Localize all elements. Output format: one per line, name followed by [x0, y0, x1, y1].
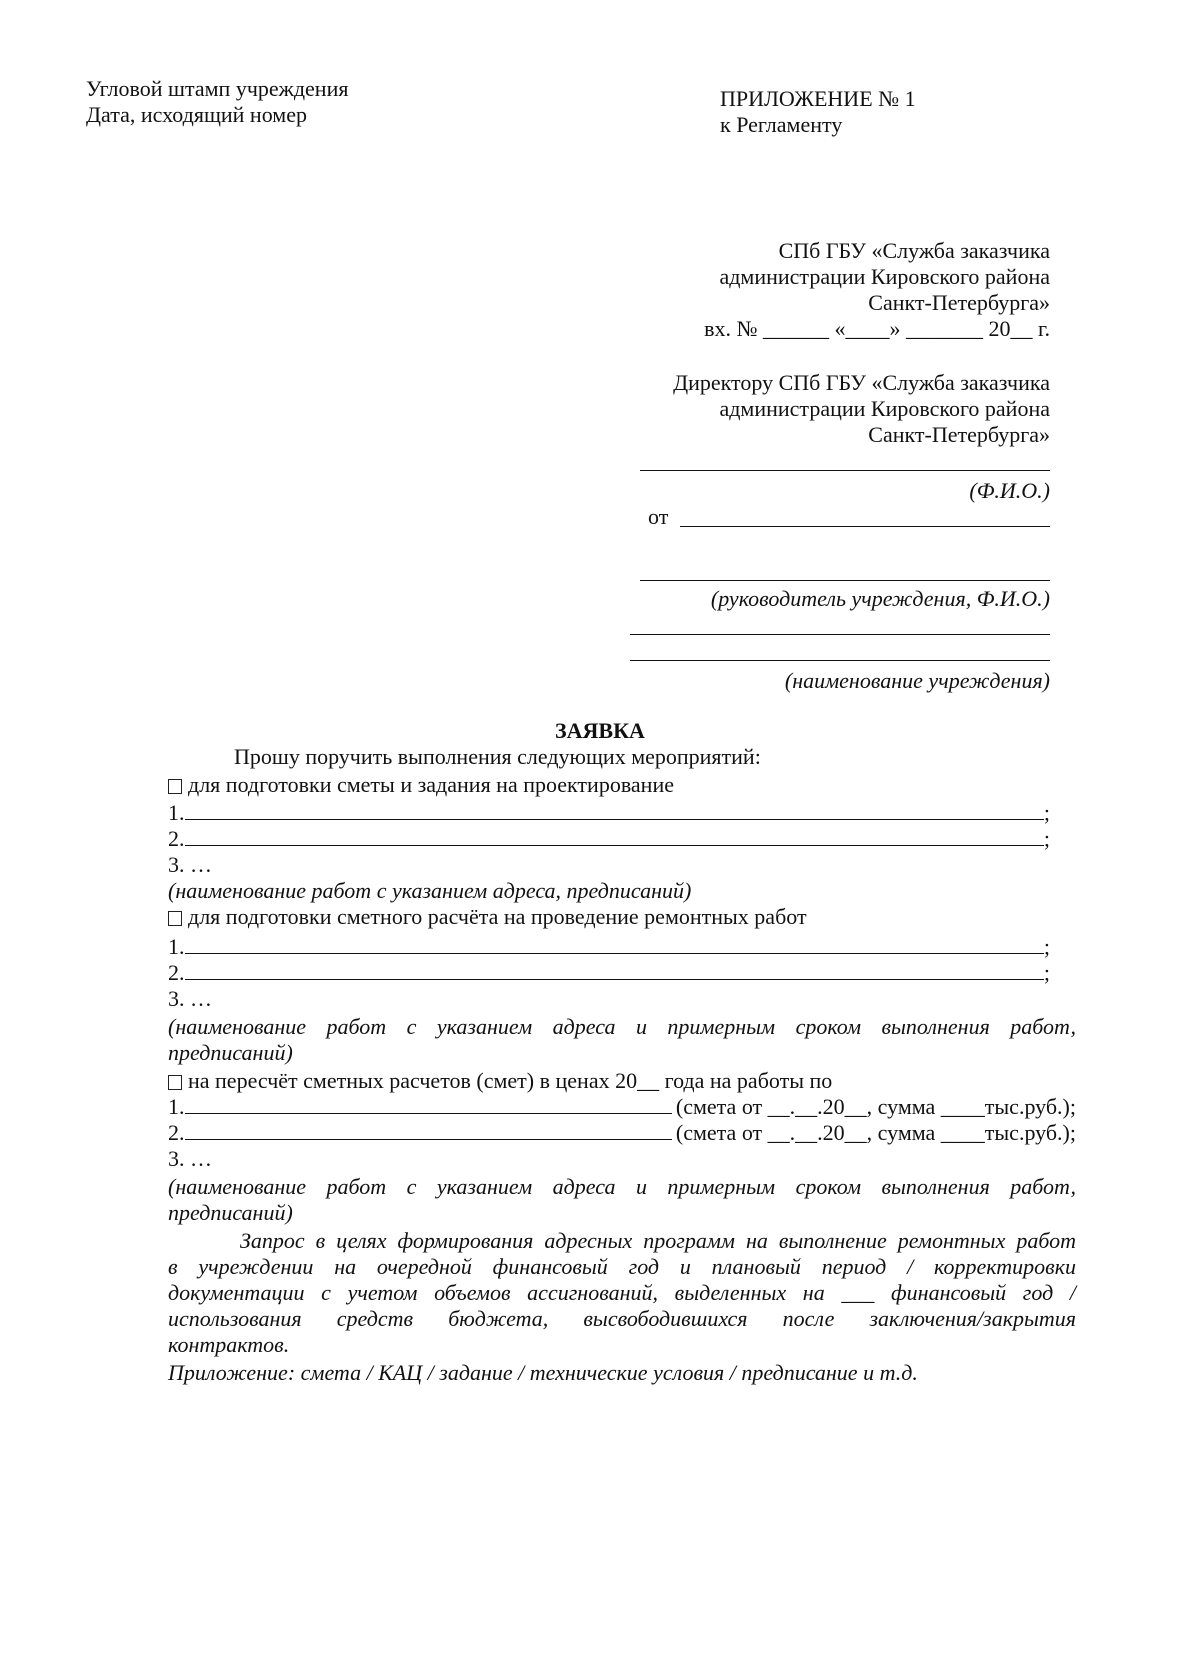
section-3-heading	[168, 1068, 832, 1094]
section-3-item-2	[168, 1120, 1076, 1146]
director-name-underline	[640, 470, 1050, 471]
head-name-underline	[640, 580, 1050, 581]
section-2-item-1	[168, 934, 1050, 960]
section-2-heading-text: для подготовки сметного расчёта на проведение ремонтных работ	[188, 904, 807, 929]
section-2-item-3: 3. …	[168, 986, 212, 1011]
section-2-caption-line-1: (наименование работ с указанием адреса и примерным сроком выполнения работ,	[168, 1014, 1076, 1039]
section-1-heading-text: для подготовки сметы и задания на проектирование	[188, 772, 674, 797]
estimate-details: (смета от __.__.20__, сумма ____тыс.руб.);	[675, 1094, 1076, 1119]
item-number: 1.	[168, 934, 185, 959]
checkbox[interactable]	[168, 911, 182, 926]
item-end: ;	[1043, 826, 1050, 851]
addressee-line-1: Директору СПб ГБУ «Служба заказчика	[673, 370, 1050, 395]
request-title: ЗАЯВКА	[555, 718, 645, 743]
request-intro: Прошу поручить выполнения следующих мероприятий:	[234, 744, 761, 769]
section-1-item-1	[168, 800, 1050, 826]
org-caption: (наименование учреждения)	[784, 668, 1050, 693]
item-number: 1.	[168, 1094, 185, 1119]
section-2-item-2	[168, 960, 1050, 986]
addressee-line-2: администрации Кировского района	[719, 396, 1050, 421]
item-number: 2.	[168, 960, 185, 985]
section-1-item-2	[168, 826, 1050, 852]
estimate-details: (смета от __.__.20__, сумма ____тыс.руб.);	[675, 1120, 1076, 1145]
checkbox[interactable]	[168, 1075, 182, 1090]
item-number: 1.	[168, 800, 185, 825]
purpose-line-2: в учреждении на очередной финансовый год и плановый период / корректировки	[168, 1254, 1076, 1279]
head-caption: (руководитель учреждения, Ф.И.О.)	[710, 586, 1050, 611]
item-end: ;	[1043, 800, 1050, 825]
fill-line	[185, 1113, 672, 1114]
recipient-line-2: администрации Кировского района	[719, 264, 1050, 289]
section-3-item-3: 3. …	[168, 1146, 212, 1171]
fill-line	[185, 979, 1044, 980]
checkbox[interactable]	[168, 779, 182, 794]
section-1-heading	[168, 772, 674, 798]
from-label: от	[648, 504, 669, 529]
item-number: 2.	[168, 1120, 185, 1145]
fill-line	[185, 845, 1044, 846]
from-underline	[680, 526, 1050, 527]
corner-stamp-label: Угловой штамп учреждения	[86, 76, 349, 101]
org-name-underline-1	[630, 634, 1050, 635]
section-1-caption: (наименование работ с указанием адреса, предписаний)	[168, 878, 692, 903]
fill-line	[185, 953, 1044, 954]
appendix-subtitle: к Регламенту	[720, 112, 843, 137]
item-end: ;	[1043, 934, 1050, 959]
incoming-number-line: вх. № ______ «____» _______ 20__ г.	[704, 316, 1050, 341]
section-2-heading	[168, 904, 807, 930]
section-3-item-1	[168, 1094, 1076, 1120]
purpose-line-4: использования средств бюджета, высвободившихся после заключения/закрытия	[168, 1306, 1076, 1331]
purpose-line-3: документации с учетом объемов ассигнований, выделенных на ___ финансовый год /	[168, 1280, 1076, 1305]
section-3-caption-line-1: (наименование работ с указанием адреса и примерным сроком выполнения работ,	[168, 1174, 1076, 1199]
section-1-item-3: 3. …	[168, 852, 212, 877]
attachment-note: Приложение: смета / КАЦ / задание / технические условия / предписание и т.д.	[168, 1360, 918, 1385]
addressee-line-3: Санкт-Петербурга»	[868, 422, 1050, 447]
item-end: ;	[1043, 960, 1050, 985]
purpose-line-1: Запрос в целях формирования адресных программ на выполнение ремонтных работ	[240, 1228, 1076, 1253]
item-number: 2.	[168, 826, 185, 851]
purpose-line-5: контрактов.	[168, 1332, 290, 1357]
fio-caption: (Ф.И.О.)	[969, 478, 1050, 503]
section-3-caption-line-2: предписаний)	[168, 1200, 293, 1225]
recipient-line-1: СПб ГБУ «Служба заказчика	[778, 238, 1050, 263]
fill-line	[185, 819, 1044, 820]
section-3-heading-text: на пересчёт сметных расчетов (смет) в ценах 20__ года на работы по	[188, 1068, 833, 1093]
appendix-title: ПРИЛОЖЕНИЕ № 1	[720, 86, 916, 111]
org-name-underline-2	[630, 660, 1050, 661]
date-outgoing-number-label: Дата, исходящий номер	[86, 102, 307, 127]
fill-line	[185, 1139, 672, 1140]
recipient-line-3: Санкт-Петербурга»	[868, 290, 1050, 315]
section-2-caption-line-2: предписаний)	[168, 1040, 293, 1065]
